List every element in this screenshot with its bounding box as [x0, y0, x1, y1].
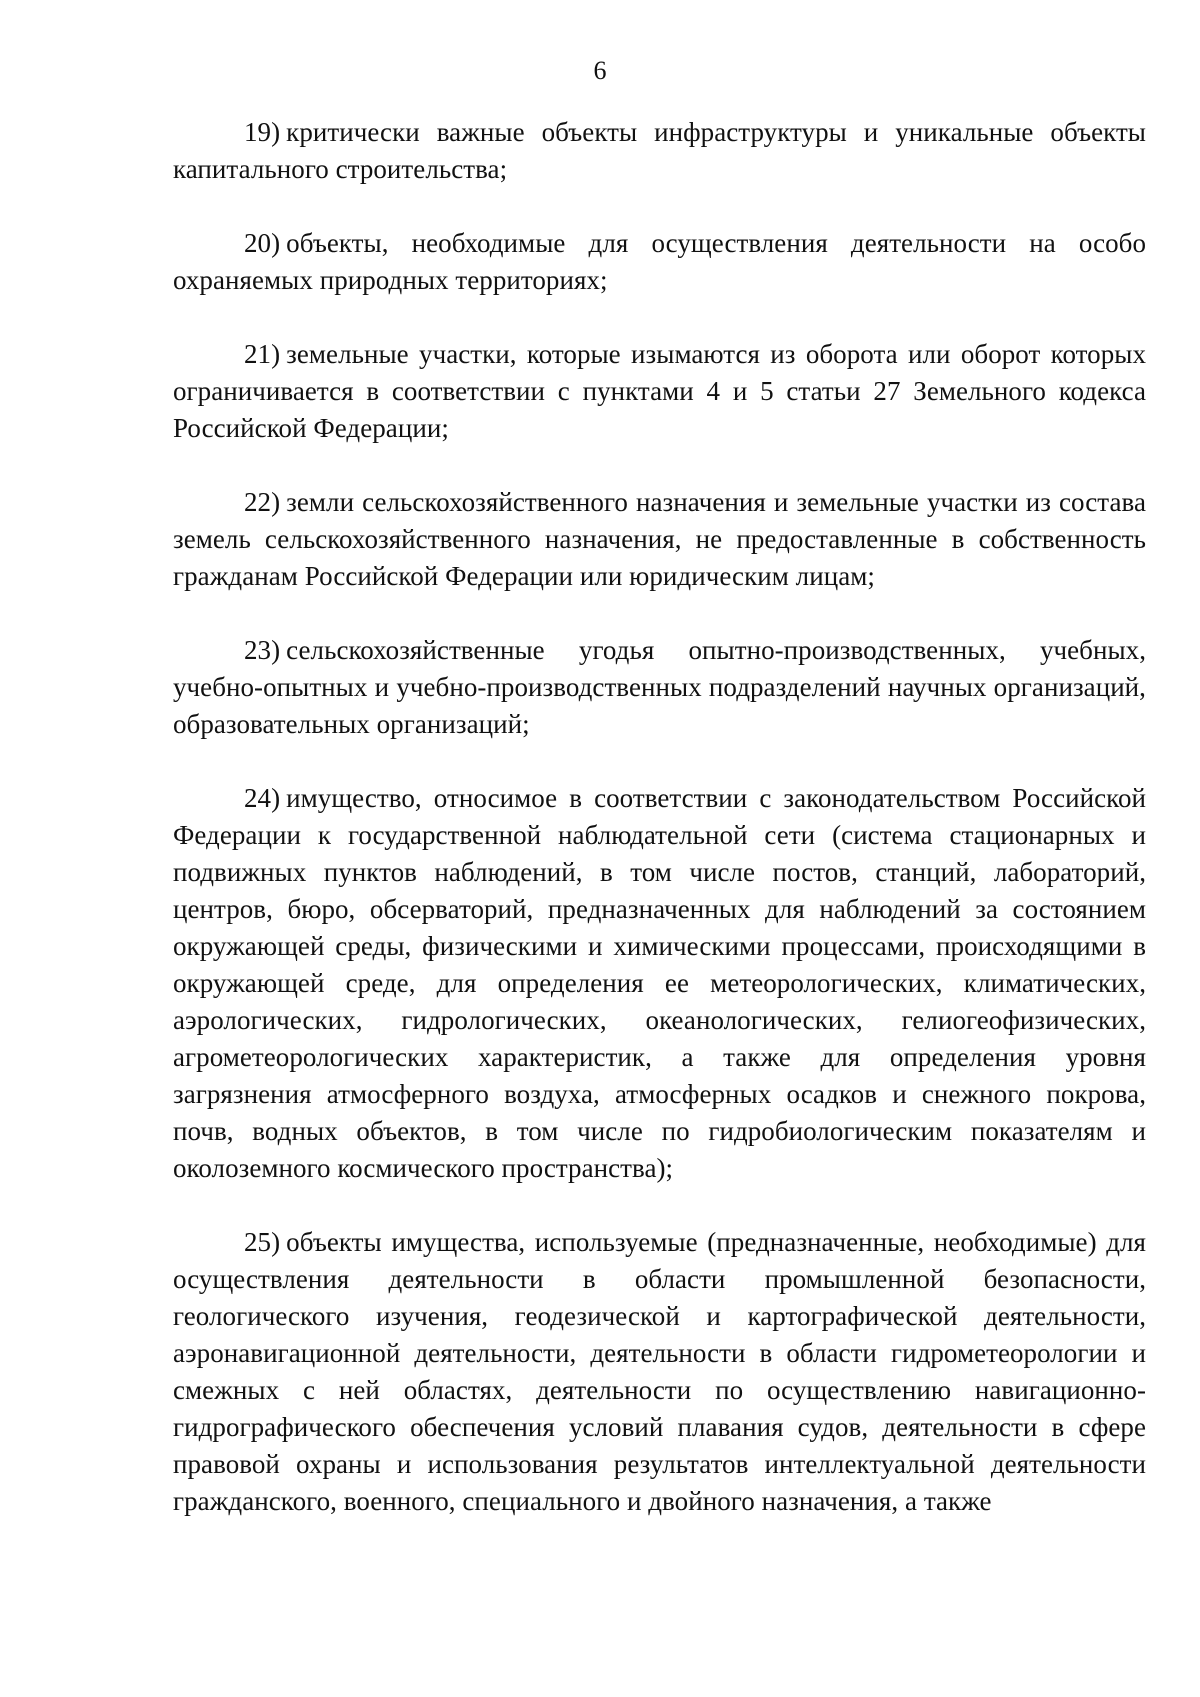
item-text: объекты имущества, используемые (предназначенные, необходимые) для осуществления деятельности в области промышленной безопасности, геологического изучения, геодезической и картографической деятельности, аэронавигационной деятельности, деятельности в области гидрометеорологии и смежных с ней областях, деятельности по осуществлению навигационно-гидрографического обеспечения условий плавания судов, деятельности в сфере правовой охраны и использования результатов интеллектуальной деятельности гражданского, военного, специального и двойного назначения, а также: [173, 1227, 1146, 1516]
item-text: объекты, необходимые для осуществления деятельности на особо охраняемых природных территориях;: [173, 228, 1146, 295]
item-number: 25): [244, 1227, 281, 1257]
list-item-22: [173, 484, 1146, 595]
item-number: 24): [244, 783, 281, 813]
list-item-25: [173, 1224, 1146, 1520]
item-text: критически важные объекты инфраструктуры и уникальные объекты капитального строительства;: [173, 117, 1146, 184]
list-item-20: [173, 225, 1146, 299]
item-number: 20): [244, 228, 281, 258]
item-number: 22): [244, 487, 281, 517]
item-number: 21): [244, 339, 281, 369]
item-text: имущество, относимое в соответствии с законодательством Российской Федерации к государственной наблюдательной сети (система стационарных и подвижных пунктов наблюдений, в том числе постов, станций, лабораторий, центров, бюро, обсерваторий, предназначенных для наблюдений за состоянием окружающей среды, физическими и химическими процессами, происходящими в окружающей среде, для определения ее метеорологических, климатических, аэрологических, гидрологических, океанологических, гелиогеофизических, агрометеорологических характеристик, а также для определения уровня загрязнения атмосферного воздуха, атмосферных осадков и снежного покрова, почв, водных объектов, в том числе по гидробиологическим показателям и околоземного космического пространства);: [173, 783, 1146, 1183]
page-number: 6: [593, 56, 607, 85]
item-number: 23): [244, 635, 281, 665]
list-item-19: [173, 114, 1146, 188]
list-item-21: [173, 336, 1146, 447]
item-text: земли сельскохозяйственного назначения и земельные участки из состава земель сельскохозяйственного назначения, не предоставленные в собственность гражданам Российской Федерации или юридическим лицам;: [173, 487, 1146, 591]
item-text: земельные участки, которые изымаются из оборота или оборот которых ограничивается в соответствии с пунктами 4 и 5 статьи 27 Земельного кодекса Российской Федерации;: [173, 339, 1146, 443]
item-number: 19): [244, 117, 281, 147]
item-text: сельскохозяйственные угодья опытно-производственных, учебных, учебно-опытных и учебно-производственных подразделений научных организаций, образовательных организаций;: [173, 635, 1146, 739]
list-item-24: [173, 780, 1146, 1187]
document-body: [173, 114, 1146, 1520]
list-item-23: [173, 632, 1146, 743]
